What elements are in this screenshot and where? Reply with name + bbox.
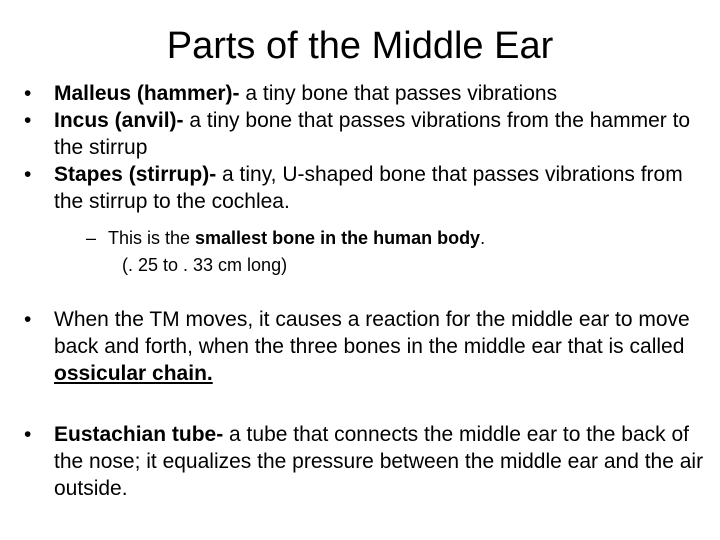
term-malleus: Malleus (hammer)- <box>54 82 240 105</box>
sub-text-post: . <box>480 228 486 248</box>
sub-text-pre: This is the <box>108 228 196 248</box>
desc-stapes: a tiny, U-shaped bone that passes vibrations from the stirrup to the cochlea. <box>54 163 683 213</box>
bullet-marker: • <box>24 423 32 446</box>
sub-bullet-smallest-bone <box>86 225 714 279</box>
desc-incus: a tiny bone that passes vibrations from the hammer to the stirrup <box>54 109 691 159</box>
term-eustachian: Eustachian tube- <box>54 423 224 446</box>
term-incus: Incus (anvil)- <box>54 109 184 132</box>
bullet-malleus <box>24 80 714 107</box>
term-stapes: Stapes (stirrup)- <box>54 163 217 186</box>
bullet-stapes <box>24 161 714 215</box>
sub-bullet-marker: – <box>86 228 97 248</box>
bullet-marker: • <box>24 163 32 186</box>
bullet-incus <box>24 107 714 161</box>
slide-title: Parts of the Middle Ear <box>166 25 554 67</box>
desc-eustachian: a tube that connects the middle ear to the back of the nose; it equalizes the pressure between the middle ear and the air outside. <box>54 423 704 500</box>
bullet-marker: • <box>24 82 32 105</box>
bullet-marker: • <box>24 308 32 331</box>
bullet-list <box>24 80 714 502</box>
bullet-eustachian <box>24 421 714 502</box>
bullet-tm-moves <box>24 306 714 387</box>
bullet-marker: • <box>24 109 32 132</box>
desc-malleus: a tiny bone that passes vibrations <box>239 82 558 105</box>
sub-text-bold: smallest bone in the human body <box>195 228 481 248</box>
term-ossicular-chain: ossicular chain. <box>54 362 213 385</box>
sub-text-length: (. 25 to . 33 cm long) <box>122 255 288 275</box>
desc-tm-moves: When the TM moves, it causes a reaction for the middle ear to move back and forth, when the three bones in the middle ear that is called <box>54 308 690 358</box>
